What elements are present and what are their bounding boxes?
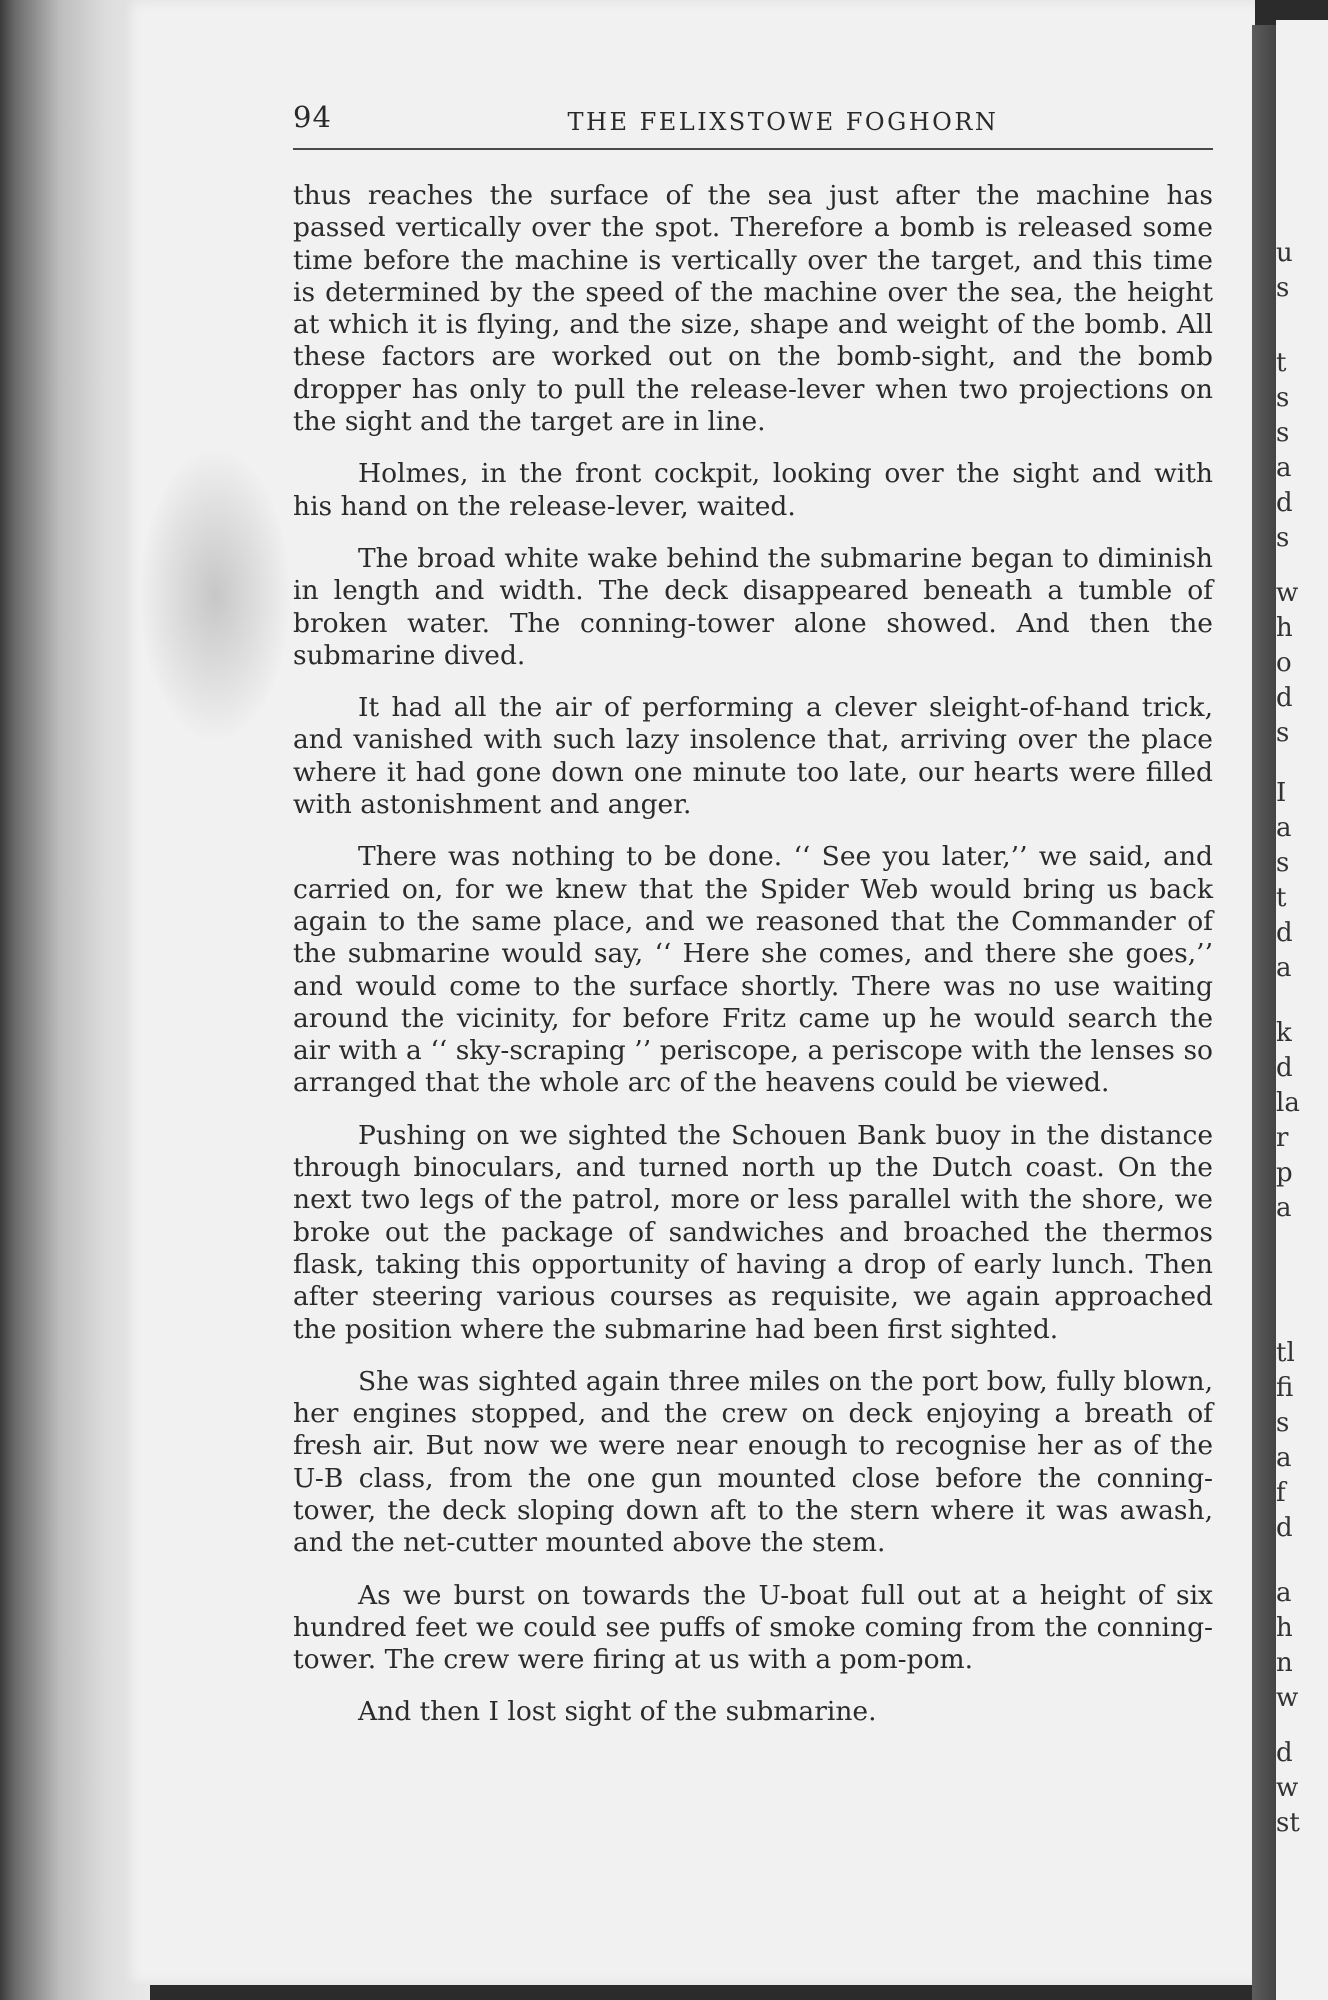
paragraph: It had all the air of performing a clever sleight-of-hand trick, and vanished with such lazy insolence that, arriving over the place where it had gone down one minute too late, our hearts were filled with astonishment and anger. [293, 692, 1213, 821]
facing-page-letter: h [1276, 613, 1293, 643]
facing-page-letter: I [1276, 778, 1287, 808]
facing-page-letter: s [1276, 418, 1290, 448]
paragraph: She was sighted again three miles on the port bow, fully blown, her engines stopped, and the crew on deck enjoying a breath of fresh air. But now we were near enough to recognise her as of the U-B class, from the one gun mounted close before the conning-tower, the deck sloping down aft to the stern where it was awash, and the net-cutter mounted above the stem. [293, 1365, 1213, 1559]
facing-page-letter: r [1276, 1123, 1289, 1153]
facing-page-letter: o [1276, 648, 1292, 678]
facing-page-letter: s [1276, 523, 1290, 553]
facing-page-letter: d [1276, 1053, 1293, 1083]
facing-page-letter: a [1276, 453, 1292, 483]
facing-page-letter: s [1276, 273, 1290, 303]
facing-page-letter: a [1276, 813, 1292, 843]
page-number: 94 [293, 100, 332, 134]
facing-page-letter: a [1276, 953, 1292, 983]
facing-page-letter: s [1276, 718, 1290, 748]
paragraph: Pushing on we sighted the Schouen Bank buoy in the distance through binoculars, and turned north up the Dutch coast. On the next two legs of the patrol, more or less parallel with the shore, we broke out the package of sandwiches and broached the thermos flask, taking this opportunity of having a drop of early lunch. Then after steering various courses as requisite, we again approached the position where the submarine had been first sighted. [293, 1119, 1213, 1345]
spine-shadow [1252, 25, 1276, 2000]
facing-page-letter: f [1276, 1478, 1286, 1508]
paragraph: thus reaches the surface of the sea just after the machine has passed vertically over the spot. Therefore a bomb is released some time before the machine is vertically over the target, and this time is determined by the speed of the machine over the sea, the height at which it is flying, and the size, shape and weight of the bomb. All these factors are worked out on the bomb-sight, and the bomb dropper has only to pull the release-lever when two projections on the sight and the target are in line. [293, 180, 1213, 438]
facing-page-letter: d [1276, 683, 1293, 713]
facing-page-letter: fi [1276, 1373, 1294, 1403]
facing-page-letter: p [1276, 1158, 1293, 1188]
facing-page-letter: a [1276, 1193, 1292, 1223]
facing-page-letter: s [1276, 848, 1290, 878]
facing-page-letter: t [1276, 348, 1287, 378]
paper-stain [140, 450, 290, 740]
facing-page-letter: st [1276, 1808, 1300, 1838]
facing-page-fragment [1276, 20, 1328, 2000]
facing-page-letter: s [1276, 1408, 1290, 1438]
facing-page-letter: u [1276, 238, 1293, 268]
paragraph: Holmes, in the front cockpit, looking over the sight and with his hand on the release-lever, waited. [293, 458, 1213, 522]
facing-page-letter: w [1276, 578, 1299, 608]
facing-page-letter: la [1276, 1088, 1300, 1118]
facing-page-letter: t [1276, 883, 1287, 913]
facing-page-letter: a [1276, 1443, 1292, 1473]
facing-page-letter: tl [1276, 1338, 1295, 1368]
paragraph: The broad white wake behind the submarine began to diminish in length and width. The deck disappeared beneath a tumble of broken water. The conning-tower alone showed. And then the submarine dived. [293, 542, 1213, 671]
facing-page-letter: s [1276, 383, 1290, 413]
paragraph: And then I lost sight of the submarine. [358, 1696, 877, 1728]
facing-page-letter: w [1276, 1683, 1299, 1713]
facing-page-letter: d [1276, 1513, 1293, 1543]
running-title: THE FELIXSTOWE FOGHORN [567, 108, 999, 136]
facing-page-letter: h [1276, 1613, 1293, 1643]
page-body [293, 180, 1213, 1749]
paragraph: As we burst on towards the U-boat full out at a height of six hundred feet we could see puffs of smoke coming from the conning-tower. The crew were firing at us with a pom-pom. [293, 1579, 1213, 1676]
facing-page-letter: n [1276, 1648, 1293, 1678]
facing-page-letter: w [1276, 1773, 1299, 1803]
page-header [293, 100, 1213, 150]
facing-page-letter: d [1276, 918, 1293, 948]
facing-page-letter: a [1276, 1578, 1292, 1608]
facing-page-letter: d [1276, 1738, 1293, 1768]
facing-page-letter: d [1276, 488, 1293, 518]
paragraph: There was nothing to be done. ‘‘ See you later,’’ we said, and carried on, for we knew that the Spider Web would bring us back again to the same place, and we reasoned that the Commander of the submarine would say, ‘‘ Here she comes, and there she goes,’’ and would come to the surface shortly. There was no use waiting around the vicinity, for before Fritz came up he would search the air with a ‘‘ sky-scraping ’’ periscope, a periscope with the lenses so arranged that the whole arc of the heavens could be viewed. [293, 841, 1213, 1099]
facing-page-letter: k [1276, 1018, 1292, 1048]
